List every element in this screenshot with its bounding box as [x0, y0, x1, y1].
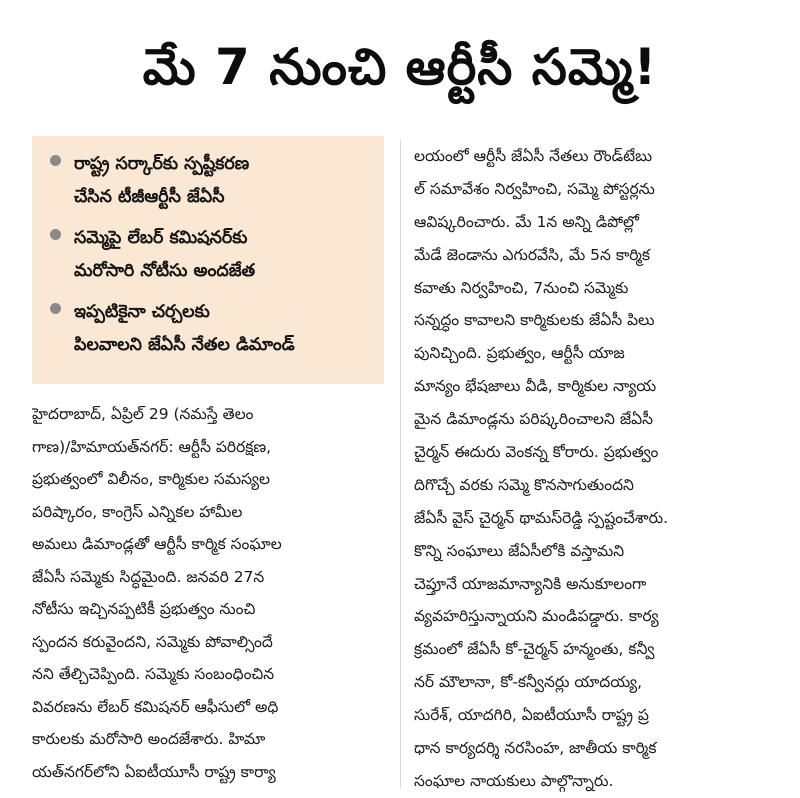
highlights-box: [32, 136, 384, 384]
article-line: నర్ మౌలానా, కో-కన్వీనర్లు యాదయ్య,: [414, 673, 643, 692]
article-line: వివరణను లేబర్ కమిషనర్ ఆఫీసులో అధి: [32, 697, 279, 716]
highlight-line: మరోసారి నోటీసు అందజేత: [74, 261, 256, 281]
article-line: స్పందన కరువైందని, సమ్మెకు పోవాల్సిందే: [32, 632, 273, 651]
bullet-icon: [50, 229, 61, 240]
article-column-right: [414, 140, 786, 798]
headline: మే 7 నుంచి ఆర్టీసీ సమ్మె!: [142, 38, 658, 96]
article-line: కవాతు నిర్వహించి, 7నుంచి సమ్మెకు: [414, 278, 629, 297]
article-line: సురేశ్, యాదగిరి, ఏఐటీయూసీ రాష్ట్ర ప్ర: [414, 706, 649, 725]
article-line: చెప్తూనే యాజమాన్యానికి అనుకూలంగా: [414, 574, 647, 593]
highlight-item: [50, 148, 372, 214]
article-line: ప్రభుత్వంలో విలీనం, కార్మికుల సమస్యల: [32, 470, 270, 488]
article-line: యత్‌నగర్‌లోని ఏఐటీయూసీ రాష్ట్ర కార్యా: [32, 762, 276, 781]
highlight-line: పిలవాలని జేఏసీ నేతల డిమాండ్: [74, 335, 295, 355]
article-line: వ్యవహరిస్తున్నాయని మండిపడ్డారు. కార్య: [414, 607, 659, 626]
article-line: మేడే జెండాను ఎగురవేసి, మే 5న కార్మిక: [414, 245, 651, 264]
article-line: కొన్ని సంఘాలు జేఏసీలోకి వస్తామని: [414, 541, 625, 560]
article-line: అమలు డిమాండ్లతో ఆర్టీసీ కార్మిక సంఘాల: [32, 535, 282, 553]
article-line: జేఏసీ వైస్ చైర్మన్ థామస్‌రెడ్డి స్పష్టంచేశారు.: [414, 508, 669, 527]
article-line: పరిష్కారం, కాంగ్రెస్ ఎన్నికల హామీల: [32, 502, 243, 521]
article-line: లయంలో ఆర్టీసీ జేఏసీ నేతలు రౌండ్‌టేబు: [414, 147, 653, 165]
article-line: సంఘాల నాయకులు పాల్గొన్నారు.: [414, 771, 614, 790]
highlight-line: సమ్మెపై లేబర్ కమిషనర్‌కు: [74, 228, 248, 248]
article-line: ల్ సమావేశం నిర్వహించి, సమ్మె పోస్టర్లను: [414, 179, 655, 198]
bullet-icon: [50, 303, 61, 314]
article-line: ఆవిష్కరించారు. మే 1న అన్ని డిపోల్లో: [414, 212, 639, 231]
article-line: జేఏసీ సమ్మెకు సిద్ధమైంది. జనవరి 27న: [32, 567, 265, 586]
highlight-line: రాష్ట్ర సర్కార్‌కు స్పష్టీకరణ: [74, 154, 250, 174]
highlight-line: ఇప్పటికైనా చర్చలకు: [74, 302, 210, 322]
article-line: హైదరాబాద్, ఏప్రిల్ 29 (నమస్తే తెలం: [32, 405, 254, 423]
article-column-left: [32, 398, 392, 788]
article-line: సన్నద్ధం కావాలని కార్మికులకు జేఏసీ పిలు: [414, 311, 655, 330]
article-line: పునిచ్చింది. ప్రభుత్వం, ఆర్టీసీ యాజ: [414, 344, 625, 363]
column-divider: [400, 140, 401, 788]
highlight-item: [50, 222, 372, 288]
article-line: నోటీసు ఇచ్చినప్పటికీ ప్రభుత్వం నుంచి: [32, 600, 256, 618]
article-line: ధాన కార్యదర్శి నరసింహ, జాతీయ కార్మిక: [414, 739, 657, 758]
article-line: చైర్మన్ ఈదురు వెంకన్న కోరారు. ప్రభుత్వం: [414, 443, 659, 462]
article-line: మైన డిమాండ్లను పరిష్కరించాలని జేఏసీ: [414, 410, 654, 429]
article-line: క్రమంలో జేఏసీ కో-చైర్మన్ హన్మంతు, కన్వీ: [414, 640, 655, 659]
article-line: నని తేల్చిచెప్పింది. సమ్మెకు సంబంధించిన: [32, 665, 275, 683]
article-line: కారులకు మరోసారి అందజేశారు. హిమా: [32, 730, 266, 748]
article-line: దిగొచ్చే వరకు సమ్మె కొనసాగుతుందని: [414, 475, 634, 494]
bullet-icon: [50, 155, 61, 166]
highlight-line: చేసిన టీజీఆర్టీసీ జేఏసీ: [74, 187, 225, 207]
article-line: గాణ)/హిమాయత్‌నగర్: ఆర్టీసీ పరిరక్షణ,: [32, 437, 272, 456]
highlight-item: [50, 296, 372, 362]
article-line: మాన్యం భేషజాలు వీడి, కార్మికుల న్యాయ: [414, 377, 657, 396]
